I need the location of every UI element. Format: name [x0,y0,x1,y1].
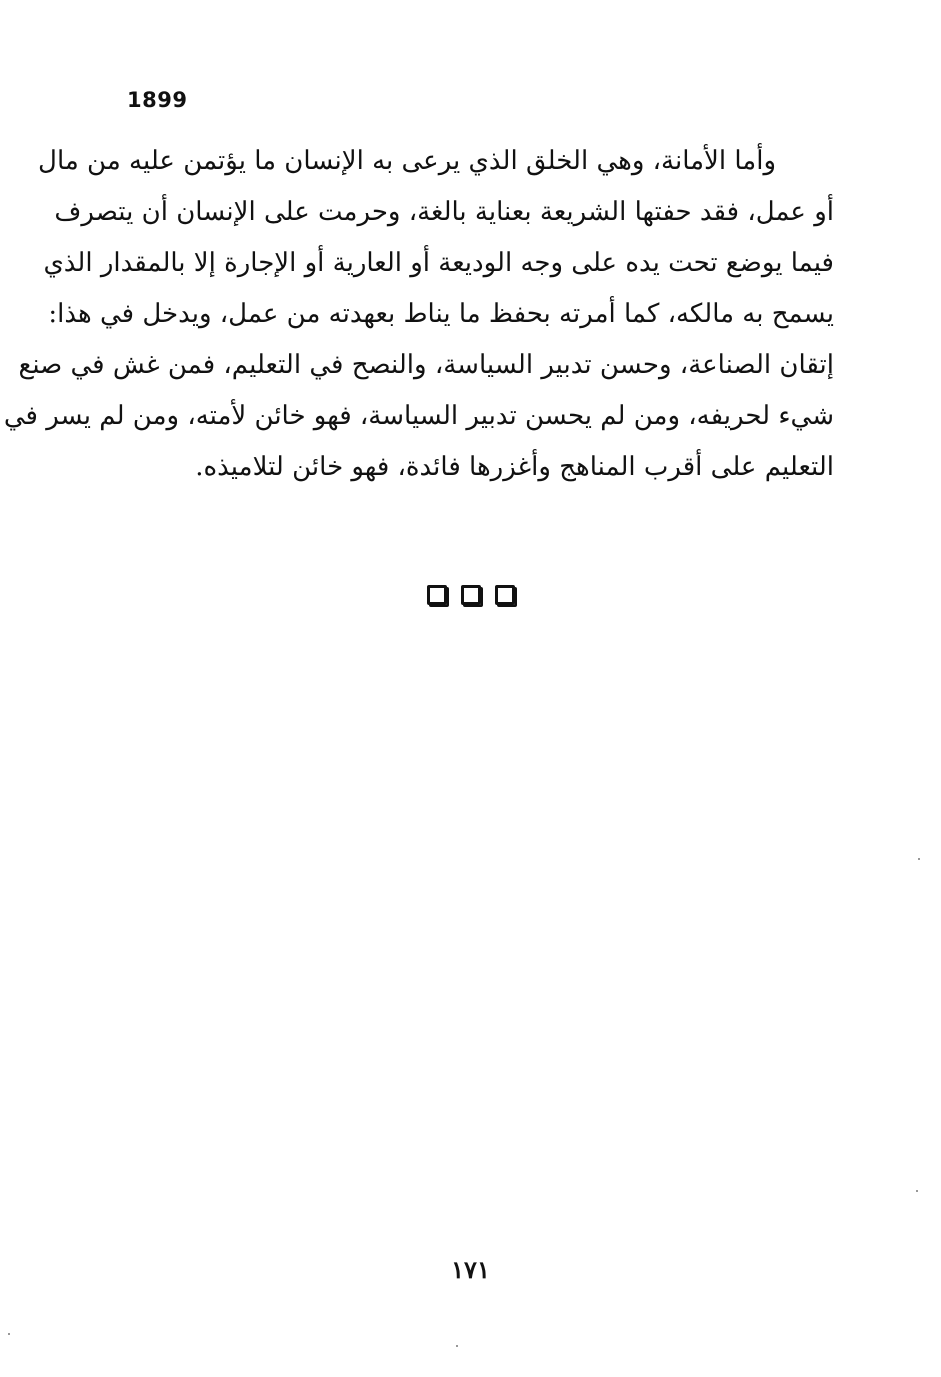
section-separator-icon [427,585,515,605]
square-icon [461,585,481,605]
paragraph-line-6: شيء لحريفه، ومن لم يحسن تدبير السياسة، فهو خائن لأمته، ومن لم يسر في [3,401,834,431]
square-icon [495,585,515,605]
scan-speck [8,1333,10,1335]
document-code: 1899 [127,88,188,112]
paragraph-line-2: أو عمل، فقد حفتها الشريعة بعناية بالغة، وحرمت على الإنسان أن يتصرف [54,197,834,227]
square-icon [427,585,447,605]
scan-speck [456,1345,458,1347]
paragraph-line-1: وأما الأمانة، وهي الخلق الذي يرعى به الإنسان ما يؤتمن عليه من مال [38,146,776,176]
paragraph-line-4: يسمح به مالكه، كما أمرته بحفظ ما يناط بعهدته من عمل، ويدخل في هذا: [48,299,834,329]
body-paragraph [3,142,834,499]
paragraph-line-5: إتقان الصناعة، وحسن تدبير السياسة، والنصح في التعليم، فمن غش في صنع [18,350,834,380]
paragraph-line-3: فيما يوضع تحت يده على وجه الوديعة أو العارية أو الإجارة إلا بالمقدار الذي [43,248,834,278]
scan-speck [918,858,920,860]
scan-speck [916,1190,918,1192]
paragraph-line-7: التعليم على أقرب المناهج وأغزرها فائدة، فهو خائن لتلاميذه. [195,452,834,482]
page-number: ١٧١ [451,1255,490,1284]
